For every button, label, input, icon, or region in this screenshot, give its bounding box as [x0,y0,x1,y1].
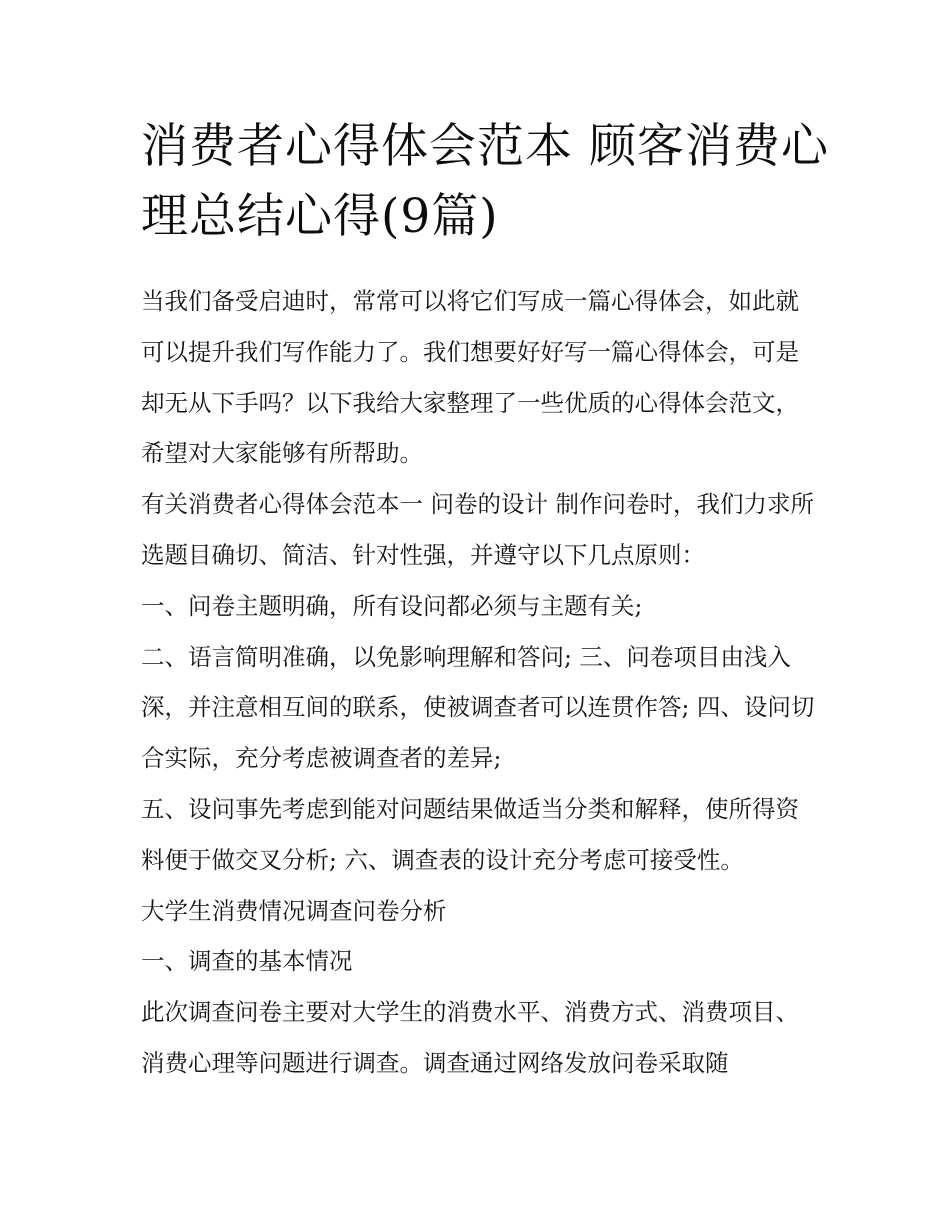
paragraph-questionnaire-design: 有关消费者心得体会范本一 问卷的设计 制作问卷时，我们力求所选题目确切、简洁、针对性强，并遵守以下几点原则： [141,490,814,569]
paragraph-survey-description: 此次调查问卷主要对大学生的消费水平、消费方式、消费项目、消费心理等问题进行调查。调查通过网络发放问卷采取随 [141,998,799,1077]
document-title: 消费者心得体会范本 顾客消费心理总结心得(9篇) [141,119,829,244]
section-heading-survey-analysis: 大学生消费情况调查问卷分析 [141,896,447,925]
section-heading-basic-situation: 一、调查的基本情况 [141,947,353,976]
paragraph-principles-five-six: 五、设问事先考虑到能对问题结果做适当分类和解释，使所得资料便于做交叉分析; 六、调查表的设计充分考虑可接受性。 [141,794,799,874]
paragraph-principles-two-to-four: 二、语言简明准确，以免影响理解和答问; 三、问卷项目由浅入深，并注意相互间的联系，使被调查者可以连贯作答; 四、设问切合实际，充分考虑被调查者的差异; [141,642,815,773]
paragraph-intro: 当我们备受启迪时，常常可以将它们写成一篇心得体会，如此就可以提升我们写作能力了。我们想要好好写一篇心得体会，可是却无从下手吗？以下我给大家整理了一些优质的心得体会范文，希望对大家能够有所帮助。 [141,287,799,468]
paragraph-principle-one: 一、问卷主题明确，所有设问都必须与主题有关; [141,591,643,620]
document-body [141,276,821,1089]
